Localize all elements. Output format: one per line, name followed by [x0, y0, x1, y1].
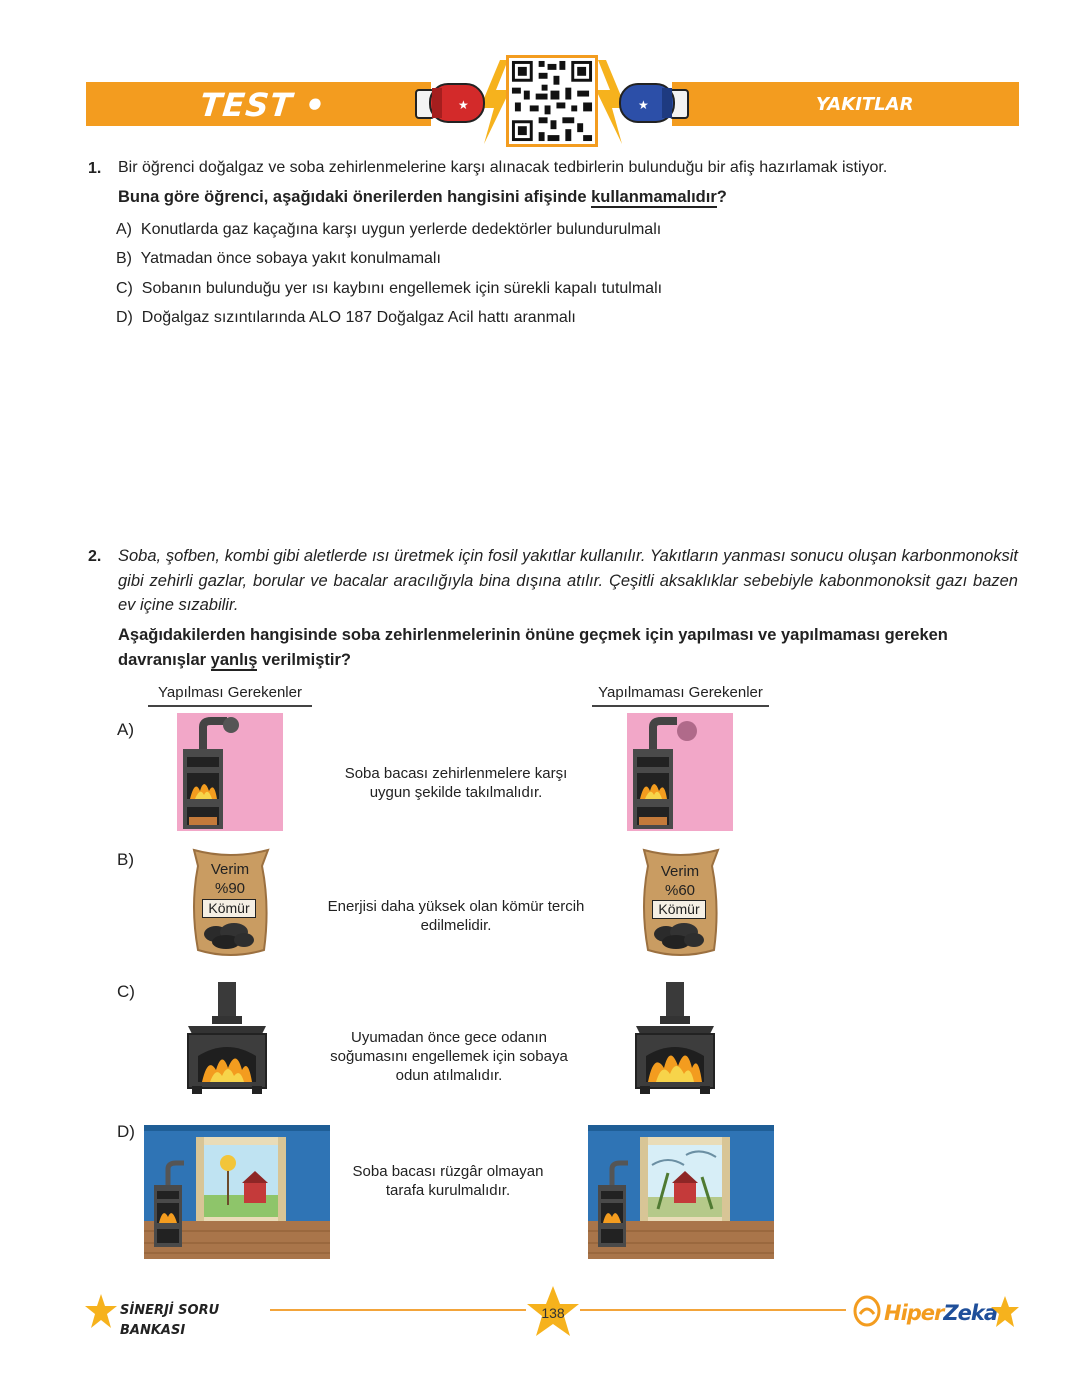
- q1-question-post: ?: [716, 188, 727, 206]
- footer-star-left-icon: [84, 1292, 118, 1332]
- q2-question-underlined: yanlış: [210, 651, 258, 669]
- option-text: Konutlarda gaz kaçağına karşı uygun yerlerde dedektörler bulundurulmalı: [140, 221, 662, 238]
- q1-option-b[interactable]: [116, 247, 441, 271]
- logo-part-2: Zeka: [943, 1301, 998, 1325]
- q1-option-a[interactable]: [116, 218, 661, 242]
- q1-number: 1.: [88, 160, 102, 177]
- footer-line-right: [580, 1309, 846, 1311]
- bag-coal-label: Kömür: [202, 899, 256, 918]
- svg-text:★: ★: [638, 98, 649, 112]
- stove-proper-chimney-image: [177, 713, 283, 831]
- wood-stove-image: [632, 982, 718, 1096]
- q2-row-a-caption: Soba bacası zehirlenmelere karşı uygun şekilde takılmalıdır.: [344, 765, 568, 801]
- test-title: TEST • 15: [193, 86, 329, 166]
- svg-text:★: ★: [458, 98, 469, 112]
- qr-code[interactable]: [506, 55, 598, 147]
- option-text: Sobanın bulunduğu yer ısı kaybını engellemek için sürekli kapalı tutulmalı: [141, 280, 663, 297]
- col-head-dont: Yapılmaması Gerekenler: [592, 684, 769, 707]
- q2-question-pre: Aşağıdakilerden hangisinde soba zehirlenmelerinin önüne geçmek için yapılması ve yapılmaması gereken davranışlar: [118, 626, 948, 669]
- bag-efficiency-value: %60: [664, 882, 696, 899]
- footer-star-right-icon: [990, 1294, 1020, 1332]
- q1-option-c[interactable]: [116, 277, 662, 301]
- coal-bag-high-efficiency: [188, 846, 272, 958]
- q2-option-b-label[interactable]: B): [117, 850, 134, 869]
- q1-question: [118, 185, 1018, 209]
- hiperzeka-logo-text: [884, 1298, 998, 1328]
- q2-row-c-caption: Uyumadan önce gece odanın soğumasını engellemek için sobaya odun atılmalıdır.: [330, 1029, 568, 1084]
- q1-stem: Bir öğrenci doğalgaz ve soba zehirlenmelerine karşı alınacak tedbirlerin bulunduğu bir afiş hazırlamak istiyor.: [118, 159, 888, 176]
- option-label: D): [116, 309, 133, 326]
- page-number: 138: [541, 1305, 565, 1321]
- q2-row-b-caption: Enerjisi daha yüksek olan kömür tercih edilmelidir.: [327, 898, 585, 934]
- qr-code-icon: [509, 58, 595, 144]
- hiperzeka-logo-icon: [852, 1294, 882, 1328]
- option-text: Yatmadan önce sobaya yakıt konulmamalı: [140, 250, 441, 267]
- q2-row-d-caption: Soba bacası rüzgâr olmayan tarafa kurulmalıdır.: [352, 1163, 544, 1199]
- option-label: C): [116, 280, 133, 297]
- coal-bag-low-efficiency: [638, 846, 722, 958]
- footer-brand: SİNERJİ SORU BANKASI: [120, 1303, 220, 1338]
- q2-stem: Soba, şofben, kombi gibi aletlerde ısı üretmek için fosil yakıtlar kullanılır. Yakıtların yanması sonucu oluşan karbonmonoksit gibi zehirli gazlar, borular ve bacalar aracılığıyla bina dışına atılır. Çeşitli aksaklıklar sebebiyle kabonmonoksit gazı bazen ev içine sızabilir.: [118, 547, 1018, 614]
- blue-boxing-glove-icon: [616, 78, 692, 128]
- q2-question-post: verilmiştir?: [257, 651, 351, 669]
- q2-number: 2.: [88, 548, 102, 565]
- bag-efficiency-label: Verim: [210, 861, 250, 878]
- q2-option-c-label[interactable]: C): [117, 982, 135, 1001]
- wood-stove-image: [184, 982, 270, 1096]
- bag-coal-label: Kömür: [652, 900, 706, 919]
- room-calm-weather-image: [144, 1125, 330, 1259]
- bag-efficiency-value: %90: [214, 880, 246, 897]
- option-label: A): [116, 221, 132, 238]
- q2-question: [118, 623, 1018, 673]
- topic-title: YAKITLAR: [816, 94, 914, 115]
- option-label: B): [116, 250, 132, 267]
- q1-question-underlined: kullanmamalıdır: [591, 188, 717, 206]
- q1-option-d[interactable]: [116, 306, 576, 330]
- q2-option-d-label[interactable]: D): [117, 1122, 135, 1141]
- logo-part-1: Hiper: [884, 1301, 944, 1325]
- footer-line-left: [270, 1309, 526, 1311]
- col-head-do: Yapılması Gerekenler: [148, 684, 312, 707]
- option-text: Doğalgaz sızıntılarında ALO 187 Doğalgaz Acil hattı aranmalı: [141, 309, 576, 326]
- room-windy-weather-image: [588, 1125, 774, 1259]
- bag-efficiency-label: Verim: [660, 863, 700, 880]
- q2-option-a-label[interactable]: A): [117, 720, 134, 739]
- red-boxing-glove-icon: [412, 78, 488, 128]
- stove-blocked-chimney-image: [627, 713, 733, 831]
- q1-question-pre: Buna göre öğrenci, aşağıdaki önerilerden hangisini afişinde: [118, 188, 592, 206]
